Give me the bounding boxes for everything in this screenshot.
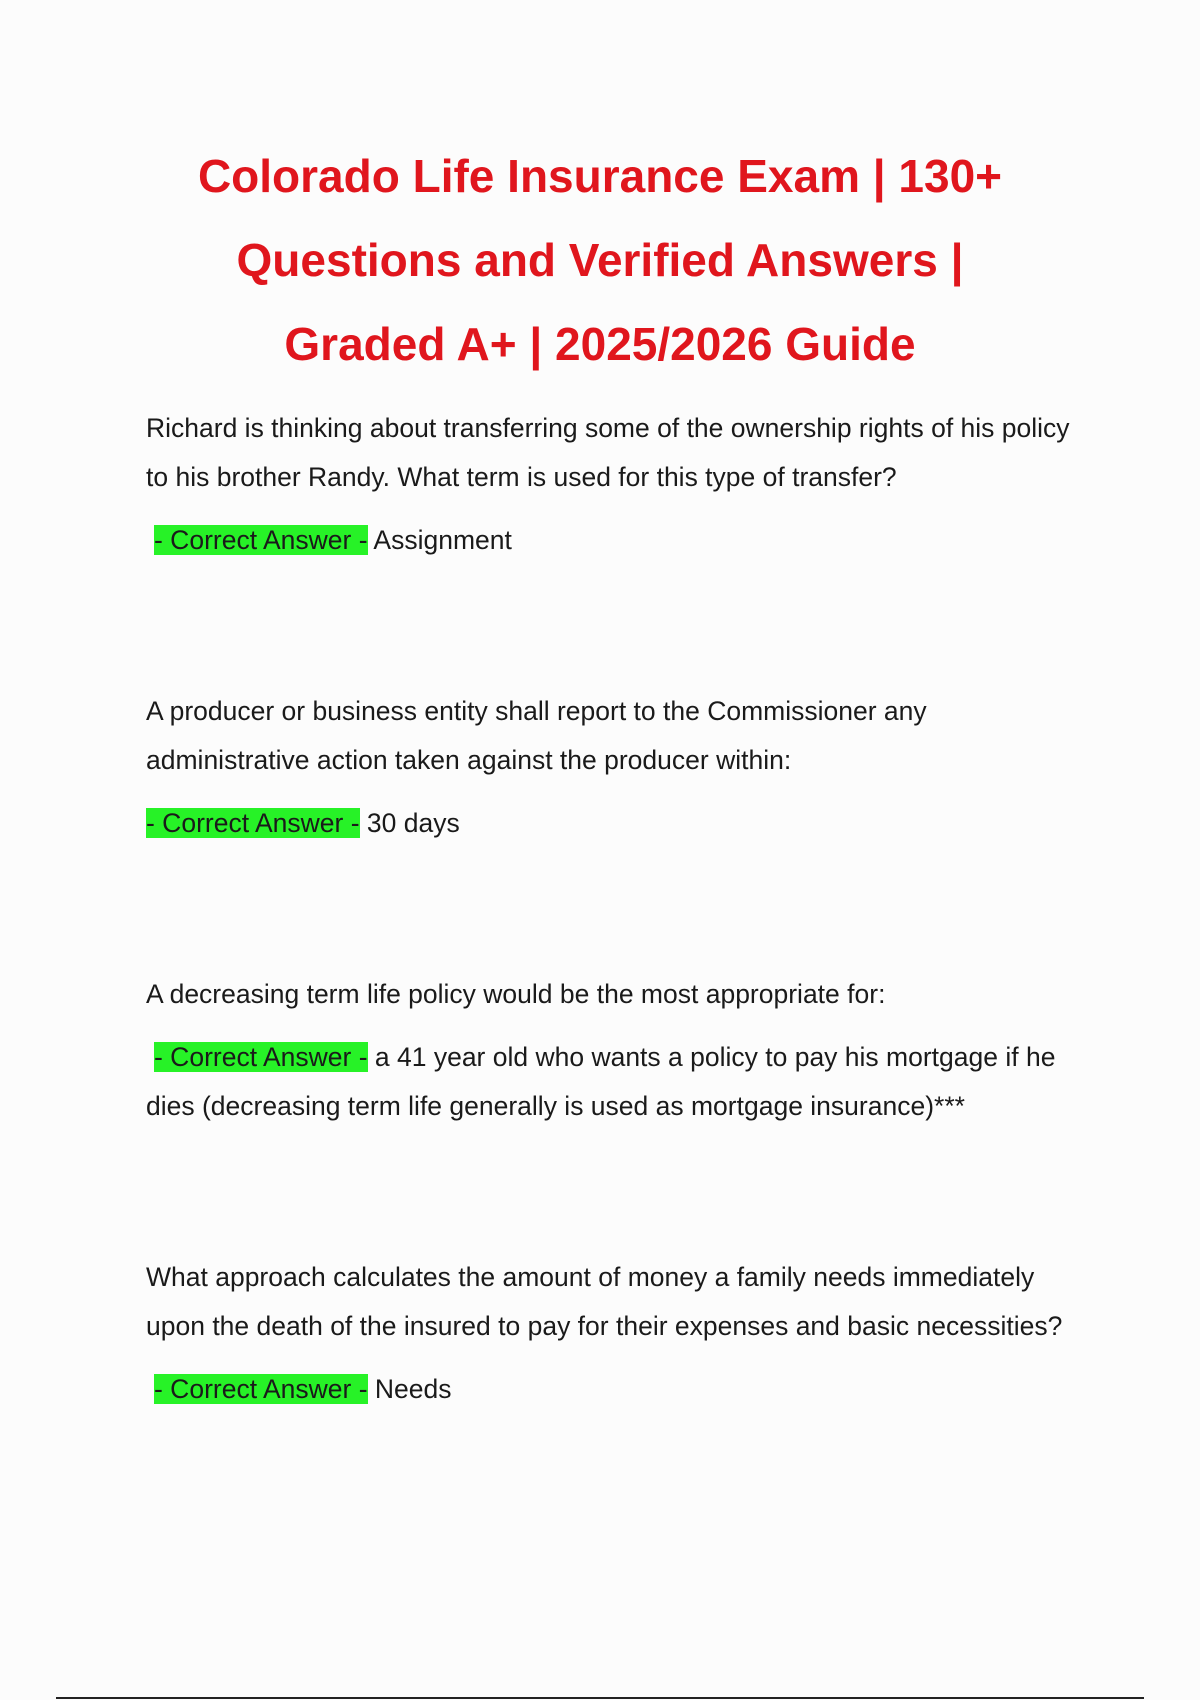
document-title xyxy=(120,134,1080,386)
question-text: What approach calculates the amount of money a family needs immediately upon the death of the insured to pay for their expenses and basic necessities? xyxy=(146,1262,1063,1341)
title-line: Questions and Verified Answers | xyxy=(236,234,964,286)
answer-text: Assignment xyxy=(373,525,512,555)
question-text: Richard is thinking about transferring some of the ownership rights of his policy to his brother Randy. What term is used for this type of transfer? xyxy=(146,413,1070,492)
correct-answer-badge: - Correct Answer - xyxy=(154,525,368,555)
answer-line xyxy=(146,1365,1076,1414)
qa-item xyxy=(146,404,1076,565)
correct-answer-badge: - Correct Answer - xyxy=(146,808,360,838)
title-line: Graded A+ | 2025/2026 Guide xyxy=(284,318,916,370)
question-text: A producer or business entity shall report to the Commissioner any administrative action taken against the producer within: xyxy=(146,696,927,775)
qa-list xyxy=(146,404,1076,1414)
page-bottom-rule xyxy=(56,1697,1144,1699)
answer-text: a 41 year old who wants a policy to pay his mortgage if he dies (decreasing term life generally is used as mortgage insurance)*** xyxy=(146,1042,1056,1121)
answer-line xyxy=(146,799,1076,848)
answer-text: Needs xyxy=(374,1374,452,1404)
answer-line xyxy=(146,1033,1076,1131)
answer-line xyxy=(146,516,1076,565)
correct-answer-badge: - Correct Answer - xyxy=(154,1374,368,1404)
qa-item xyxy=(146,687,1076,848)
answer-text: 30 days xyxy=(366,808,460,838)
qa-item xyxy=(146,1253,1076,1414)
qa-item xyxy=(146,970,1076,1131)
correct-answer-badge: - Correct Answer - xyxy=(154,1042,368,1072)
question-text: A decreasing term life policy would be the most appropriate for: xyxy=(146,979,886,1009)
title-line: Colorado Life Insurance Exam | 130+ xyxy=(197,150,1003,202)
